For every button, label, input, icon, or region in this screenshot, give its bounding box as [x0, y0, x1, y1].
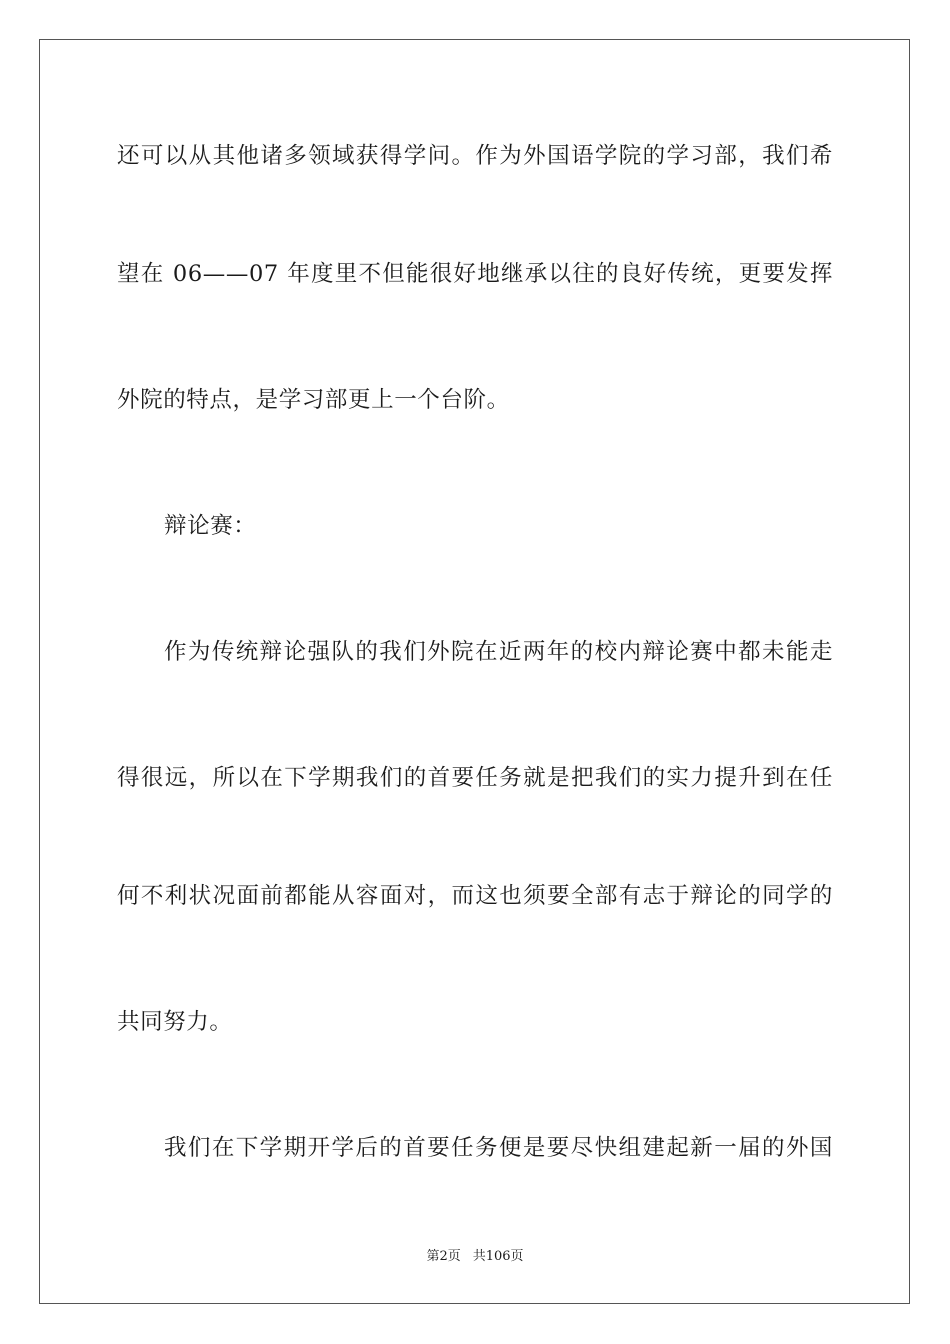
- paragraph-line: 何不利状况面前都能从容面对，而这也须要全部有志于辩论的同学的: [117, 883, 833, 909]
- paragraph-line: 得很远，所以在下学期我们的首要任务就是把我们的实力提升到在任: [117, 765, 833, 791]
- paragraph-line: 外院的特点，是学习部更上一个台阶。: [117, 387, 510, 413]
- page-number: 第2页: [426, 1249, 461, 1264]
- paragraph-line: 望在 06——07 年度里不但能很好地继承以往的良好传统，更要发挥: [117, 261, 833, 287]
- paragraph-line: 作为传统辩论强队的我们外院在近两年的校内辩论赛中都未能走: [164, 639, 833, 665]
- paragraph-line: 我们在下学期开学后的首要任务便是要尽快组建起新一届的外国: [164, 1135, 833, 1161]
- total-pages: 共106页: [472, 1249, 524, 1264]
- paragraph-line: 还可以从其他诸多领域获得学问。作为外国语学院的学习部，我们希: [117, 143, 833, 169]
- section-heading: 辩论赛：: [164, 513, 257, 539]
- paragraph-line: 共同努力。: [117, 1009, 233, 1035]
- page-border: [39, 39, 910, 1304]
- page-footer: [0, 1248, 950, 1266]
